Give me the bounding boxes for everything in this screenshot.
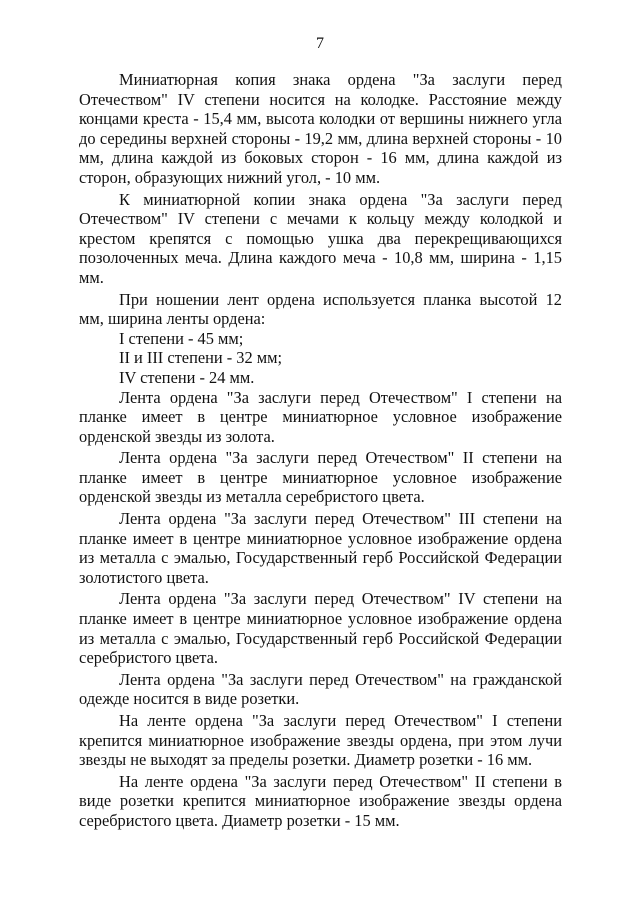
- paragraph-ribbon-second-class: Лента ордена "За заслуги перед Отечеством" II степени на планке имеет в центре миниатюрное условное изображение орденской звезды из металла серебристого цвета.: [79, 448, 562, 507]
- paragraph-civilian-rosette: Лента ордена "За заслуги перед Отечеством" на гражданской одежде носится в виде розетки.: [79, 669, 562, 709]
- paragraph-ribbon-bar: При ношении лент ордена используется планка высотой 12 мм, ширина ленты ордена:: [79, 289, 562, 329]
- list-item-first-class: I степени - 45 мм;: [119, 328, 244, 348]
- paragraph-rosette-second-class: На ленте ордена "За заслуги перед Отечеством" II степени в виде розетки крепится миниатюрное изображение звезды ордена серебристого цвета. Диаметр розетки - 15 мм.: [79, 771, 562, 830]
- document-body: [79, 70, 562, 831]
- page-number: 7: [316, 35, 324, 52]
- paragraph-ribbon-fourth-class: Лента ордена "За заслуги перед Отечеством" IV степени на планке имеет в центре миниатюрное условное изображение ордена из металла с эмалью, Государственный герб Российской Федерации серебристого цвета.: [79, 589, 562, 668]
- list-item-fourth-class: IV степени - 24 мм.: [119, 367, 255, 387]
- paragraph-ribbon-third-class: Лента ордена "За заслуги перед Отечеством" III степени на планке имеет в центре миниатюрное условное изображение ордена из металла с эмалью, Государственный герб Российской Федерации золотистого цвета.: [79, 509, 562, 587]
- paragraph-swords: К миниатюрной копии знака ордена "За заслуги перед Отечеством" IV степени с мечами к кольцу между колодкой и крестом крепятся с помощью ушка два перекрещивающихся позолоченных меча. Длина каждого меча - 10,8 мм, ширина - 1,15 мм.: [79, 189, 562, 287]
- paragraph-ribbon-first-class: Лента ордена "За заслуги перед Отечеством" I степени на планке имеет в центре миниатюрное условное изображение орденской звезды из золота.: [79, 387, 562, 446]
- paragraph-rosette-first-class: На ленте ордена "За заслуги перед Отечеством" I степени крепится миниатюрное изображение звезды ордена, при этом лучи звезды не выходят за пределы розетки. Диаметр розетки - 16 мм.: [79, 711, 562, 770]
- paragraph-miniature-copy: Миниатюрная копия знака ордена "За заслуги перед Отечеством" IV степени носится на колодке. Расстояние между концами креста - 15,4 мм, высота колодки от вершины нижнего угла до середины верхней стороны - 19,2 мм, длина верхней стороны - 10 мм, длина каждой из боковых сторон - 16 мм, длина каждой из сторон, образующих нижний угол, - 10 мм.: [79, 70, 562, 187]
- ribbon-width-list: [79, 329, 562, 388]
- list-item-second-third-class: II и III степени - 32 мм;: [119, 348, 283, 368]
